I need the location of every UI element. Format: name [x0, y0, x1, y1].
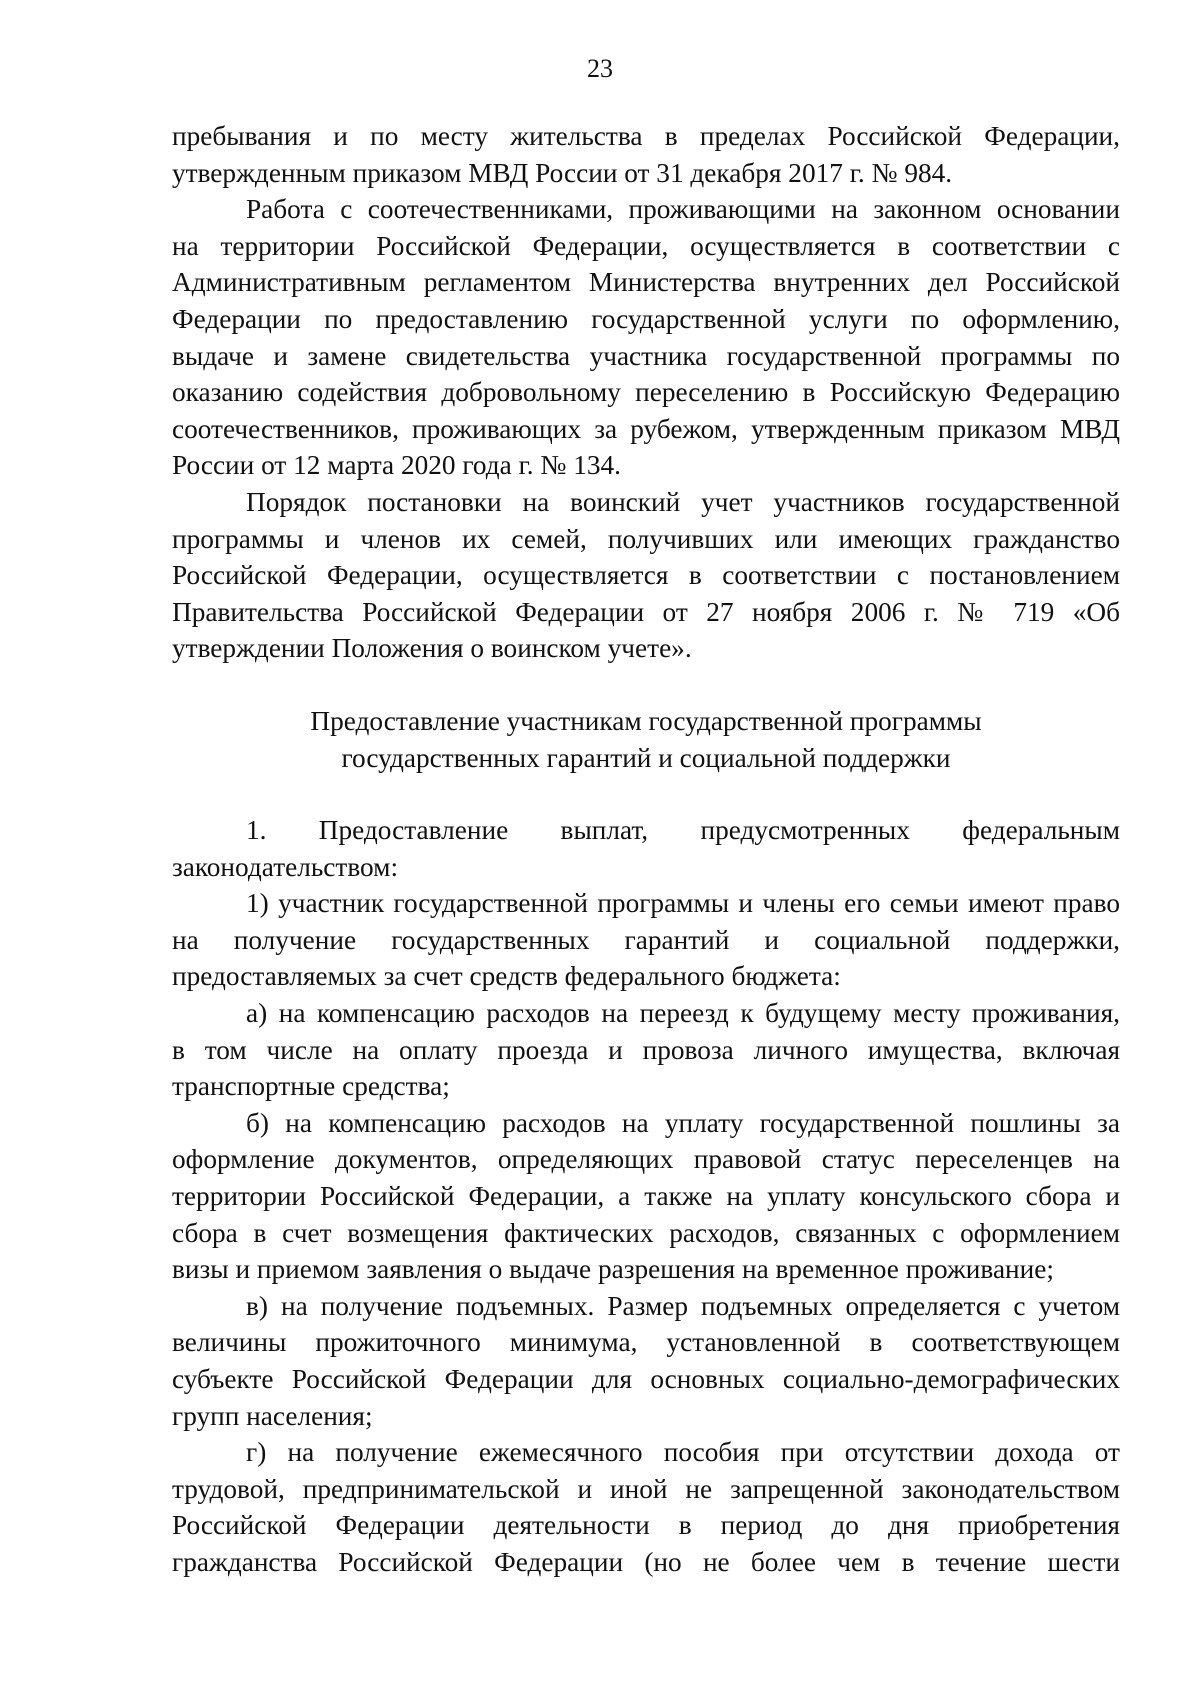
paragraph-military-registration — [172, 484, 1120, 667]
text-line: пребывания и по месту жительства в пределах Российской Федерации, — [172, 121, 1120, 151]
text-line: Работа с соотечественниками, проживающими на законном основании — [246, 194, 1120, 225]
section-heading — [172, 703, 1120, 776]
text-line: Порядок постановки на воинский учет участников государственной — [246, 486, 1120, 517]
paragraph-subitem-b — [172, 1105, 1120, 1288]
text-line: Административным регламентом Министерства внутренних дел Российской — [172, 267, 1120, 298]
text-line: территории Российской Федерации, а также на уплату консульского сбора и — [172, 1181, 1120, 1212]
text-line: на получение государственных гарантий и социальной поддержки, — [172, 924, 1120, 955]
paragraph-residence-continuation — [172, 118, 1120, 191]
text-line: гражданства Российской Федерации (но не более чем в течение шести — [172, 1546, 1120, 1577]
text-line: в) на получение подъемных. Размер подъемных определяется с учетом — [246, 1290, 1120, 1321]
text-line: оформление документов, определяющих правовой статус переселенцев на — [172, 1144, 1120, 1175]
text-line: в том числе на оплату проезда и провоза личного имущества, включая — [172, 1034, 1120, 1065]
paragraph-subitem-g — [172, 1434, 1120, 1580]
text-line: Российской Федерации, осуществляется в соответствии с постановлением — [172, 560, 1120, 591]
page-number: 23 — [587, 54, 613, 83]
document-body — [172, 118, 1120, 1581]
heading-line: Предоставление участникам государственной программы — [310, 705, 982, 736]
spacer — [172, 776, 1120, 812]
text-line: а) на компенсацию расходов на переезд к будущему месту проживания, — [246, 998, 1120, 1029]
text-line: утвержденным приказом МВД России от 31 декабря 2017 г. № 984. — [172, 157, 953, 188]
text-line: визы и приемом заявления о выдаче разрешения на временное проживание; — [172, 1254, 1054, 1285]
text-line: законодательством: — [172, 851, 399, 882]
text-line: утверждении Положения о воинском учете». — [172, 633, 692, 664]
text-line: выдаче и замене свидетельства участника государственной программы по — [172, 340, 1120, 371]
text-line: трудовой, предпринимательской и иной не запрещенной законодательством — [172, 1473, 1120, 1504]
text-line: 1) участник государственной программы и члены его семьи имеют право — [246, 888, 1120, 919]
text-line: субъекте Российской Федерации для основных социально-демографических — [172, 1364, 1120, 1394]
text-line: транспортные средства; — [172, 1071, 450, 1102]
heading-line: государственных гарантий и социальной поддержки — [341, 742, 951, 773]
text-line: б) на компенсацию расходов на уплату государственной пошлины за — [246, 1107, 1120, 1138]
paragraph-compatriots-work — [172, 191, 1120, 484]
text-line: оказанию содействия добровольному переселению в Российскую Федерацию — [172, 377, 1120, 408]
spacer — [172, 667, 1120, 703]
text-line: г) на получение ежемесячного пособия при отсутствии дохода от — [246, 1437, 1120, 1468]
text-line: программы и членов их семей, получивших или имеющих гражданство — [172, 523, 1120, 554]
text-line: на территории Российской Федерации, осуществляется в соответствии с — [172, 230, 1120, 261]
text-line: Федерации по предоставлению государственной услуги по оформлению, — [172, 303, 1120, 334]
text-line: 1. Предоставление выплат, предусмотренных федеральным — [246, 815, 1120, 846]
text-line: групп населения; — [172, 1400, 373, 1431]
text-line: соотечественников, проживающих за рубежом, утвержденным приказом МВД — [172, 413, 1120, 444]
text-line: предоставляемых за счет средств федерального бюджета: — [172, 961, 841, 992]
paragraph-item-1 — [172, 812, 1120, 885]
text-line: сбора в счет возмещения фактических расходов, связанных с оформлением — [172, 1217, 1120, 1248]
paragraph-subitem-v — [172, 1288, 1120, 1434]
paragraph-subitem-a — [172, 995, 1120, 1105]
text-line: Правительства Российской Федерации от 27 ноября 2006 г. № 719 «Об — [172, 596, 1120, 627]
paragraph-subitem-1 — [172, 885, 1120, 995]
text-line: России от 12 марта 2020 года г. № 134. — [172, 450, 621, 481]
text-line: Российской Федерации деятельности в период до дня приобретения — [172, 1510, 1120, 1541]
text-line: величины прожиточного минимума, установленной в соответствующем — [172, 1327, 1120, 1358]
